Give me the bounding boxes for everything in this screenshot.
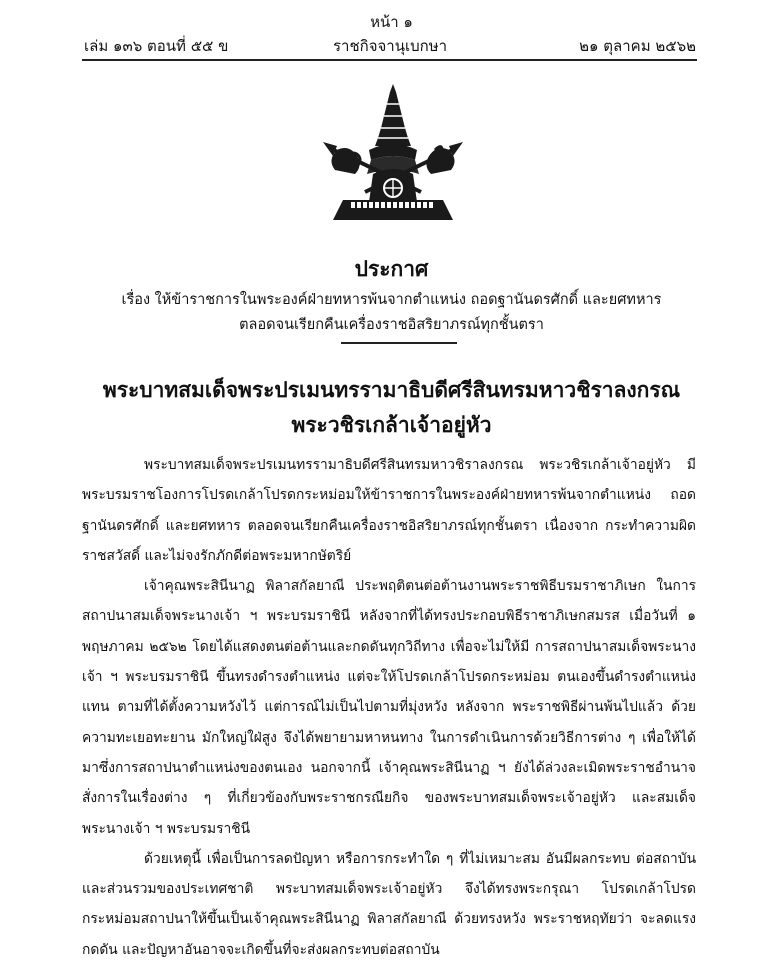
volume-issue: เล่ม ๑๓๖ ตอนที่ ๕๕ ข <box>84 37 229 55</box>
header-divider <box>82 59 697 61</box>
announcement-title: ประกาศ <box>354 256 429 281</box>
announcement-subject <box>0 288 783 338</box>
subject-line-2: ตลอดจนเรียกคืนเครื่องราชอิสริยาภรณ์ทุกชั้นตรา <box>239 317 544 333</box>
body-paragraph-1: พระบาทสมเด็จพระปรเมนทรรามาธิบดีศรีสินทรมหาวชิราลงกรณ พระวชิรเกล้าเจ้าอยู่หัว มีพระบรมราชโองการโปรดเกล้าโปรดกระหม่อมให้ข้าราชการในพระองค์ฝ่ายทหารพ้นจากตำแหน่ง ถอดฐานันดรศักดิ์ และยศทหาร ตลอดจนเรียกคืนเครื่องราชอิสริยาภรณ์ทุกชั้นตรา เนื่องจาก กระทำความผิดราชสวัสดิ์ และไม่จงรักภักดีต่อพระมหากษัตริย์ <box>82 457 696 564</box>
publication-date: ๒๑ ตุลาคม ๒๕๖๒ <box>579 37 696 55</box>
page-number: หน้า ๑ <box>370 13 413 31</box>
publication-name: ราชกิจจานุเบกษา <box>332 37 448 55</box>
body-paragraph-3: ด้วยเหตุนี้ เพื่อเป็นการลดปัญหา หรือการกระทำใด ๆ ที่ไม่เหมาะสม อันมีผลกระทบ ต่อสถาบันและส่วนรวมของประเทศชาติ พระบาทสมเด็จพระเจ้าอยู่หัว จึงได้ทรงพระกรุณา โปรดเกล้าโปรดกระหม่อมสถาปนาให้ขึ้นเป็นเจ้าคุณพระสินีนาฏ พิลาสกัลยาณี ด้วยทรงหวัง พระราชหฤทัยว่า จะลดแรงกดดัน และปัญหาอันอาจจะเกิดขึ้นที่จะส่งผลกระทบต่อสถาบัน <box>82 850 696 958</box>
subject-line-1: เรื่อง ให้ข้าราชการในพระองค์ฝ่ายทหารพ้นจากตำแหน่ง ถอดฐานันดรศักดิ์ และยศทหาร <box>121 292 662 308</box>
body-paragraph-2: เจ้าคุณพระสินีนาฏ พิลาสกัลยาณี ประพฤติตนต่อต้านงานพระราชพิธีบรมราชาภิเษก ในการสถาปนาสมเด็จพระนางเจ้า ฯ พระบรมราชินี หลังจากที่ได้ทรงประกอบพิธีราชาภิเษกสมรส เมื่อวันที่ ๑ พฤษภาคม ๒๕๖๒ โดยได้แสดงตนต่อต้านและกดดันทุกวิถีทาง เพื่อจะไม่ให้มี การสถาปนาสมเด็จพระนางเจ้า ฯ พระบรมราชินี ขึ้นทรงดำรงตำแหน่ง แต่จะให้โปรดเกล้าโปรดกระหม่อม ตนเองขึ้นดำรงตำแหน่งแทน ตามที่ได้ตั้งความหวังไว้ แต่การณ์ไม่เป็นไปตามที่มุ่งหวัง หลังจาก พระราชพิธีผ่านพ้นไปแล้ว ด้วยความทะเยอทะยาน มักใหญ่ใฝ่สูง จึงได้พยายามหาหนทาง ในการดำเนินการด้วยวิธีการต่าง ๆ เพื่อให้ได้มาซึ่งการสถาปนาตำแหน่งของตนเอง นอกจากนี้ เจ้าคุณพระสินีนาฏ ฯ ยังได้ล่วงละเมิดพระราชอำนาจ สั่งการในเรื่องต่าง ๆ ที่เกี่ยวข้องกับพระราชกรณียกิจ ของพระบาทสมเด็จพระเจ้าอยู่หัว และสมเด็จพระนางเจ้า ฯ พระบรมราชินี <box>82 578 696 837</box>
king-name-line-2: พระวชิรเกล้าเจ้าอยู่หัว <box>291 412 492 437</box>
title-divider <box>341 342 457 344</box>
king-name-line-1: พระบาทสมเด็จพระปรเมนทรรามาธิบดีศรีสินทรมหาวชิราลงกรณ <box>102 377 681 402</box>
royal-emblem-icon <box>313 80 473 232</box>
king-name <box>0 372 783 442</box>
announcement-body <box>82 450 696 965</box>
